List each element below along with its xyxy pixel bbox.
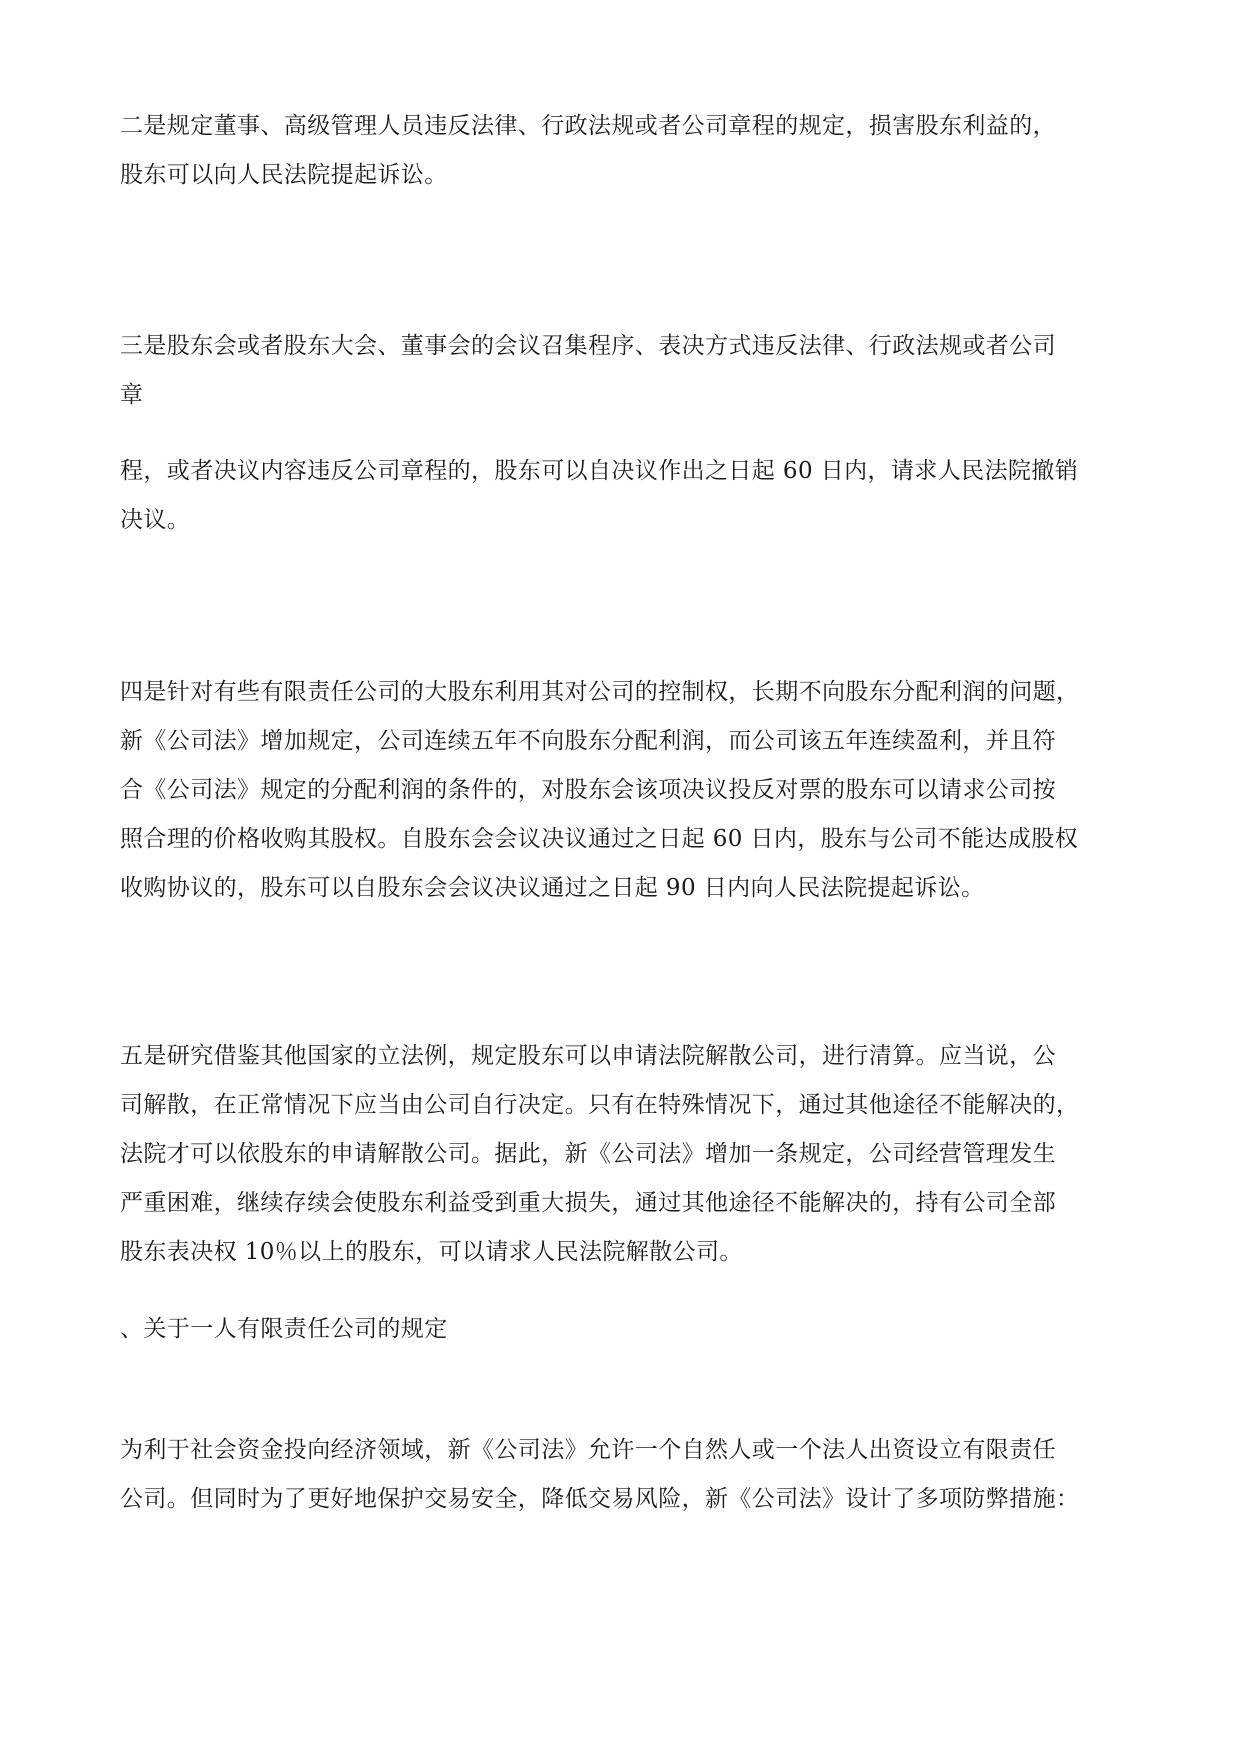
text-line: 照合理的价格收购其股权。自股东会会议决议通过之日起 60 日内，股东与公司不能达成股权	[120, 826, 1079, 852]
text-line: 公司。但同时为了更好地保护交易安全，降低交易风险，新《公司法》设计了多项防弊措施：	[120, 1486, 1080, 1512]
paragraph-one-person-company	[120, 1426, 1120, 1524]
text-line: 三是股东会或者股东大会、董事会的会议召集程序、表决方式违反法律、行政法规或者公司	[120, 333, 1056, 359]
text-line: 合《公司法》规定的分配利润的条件的，对股东会该项决议投反对票的股东可以请求公司按	[120, 777, 1056, 803]
section-heading-one-person-company	[120, 1305, 1120, 1354]
paragraph-resolution-revocation	[120, 447, 1120, 545]
text-line: 程，或者决议内容违反公司章程的，股东可以自决议作出之日起 60 日内，请求人民法院撤销	[120, 458, 1079, 484]
paragraph-company-dissolution	[120, 1032, 1120, 1277]
text-line: 二是规定董事、高级管理人员违反法律、行政法规或者公司章程的规定，损害股东利益的，	[120, 113, 1056, 139]
paragraph-equity-buyback	[120, 668, 1120, 913]
text-line: 股东表决权 10％以上的股东，可以请求人民法院解散公司。	[120, 1239, 743, 1265]
text-line: 严重困难，继续存续会使股东利益受到重大损失，通过其他途径不能解决的，持有公司全部	[120, 1190, 1056, 1216]
text-line: 法院才可以依股东的申请解散公司。据此，新《公司法》增加一条规定，公司经营管理发生	[120, 1141, 1056, 1167]
paragraph-meeting-procedure	[120, 322, 1120, 420]
text-line: 收购协议的，股东可以自股东会会议决议通过之日起 90 日内向人民法院提起诉讼。	[120, 875, 985, 901]
text-line: 为利于社会资金投向经济领域，新《公司法》允许一个自然人或一个法人出资设立有限责任	[120, 1437, 1056, 1463]
text-line: 决议。	[120, 507, 191, 533]
text-line: 、关于一人有限责任公司的规定	[120, 1316, 448, 1342]
text-line: 新《公司法》增加规定，公司连续五年不向股东分配利润，而公司该五年连续盈利，并且符	[120, 728, 1056, 754]
text-line: 五是研究借鉴其他国家的立法例，规定股东可以申请法院解散公司，进行清算。应当说，公	[120, 1043, 1056, 1069]
text-line: 章	[120, 382, 144, 408]
text-line: 司解散，在正常情况下应当由公司自行决定。只有在特殊情况下，通过其他途径不能解决的，	[120, 1092, 1080, 1118]
text-line: 四是针对有些有限责任公司的大股东利用其对公司的控制权，长期不向股东分配利润的问题，	[120, 679, 1080, 705]
paragraph-directors-lawsuit	[120, 102, 1120, 200]
text-line: 股东可以向人民法院提起诉讼。	[120, 162, 448, 188]
